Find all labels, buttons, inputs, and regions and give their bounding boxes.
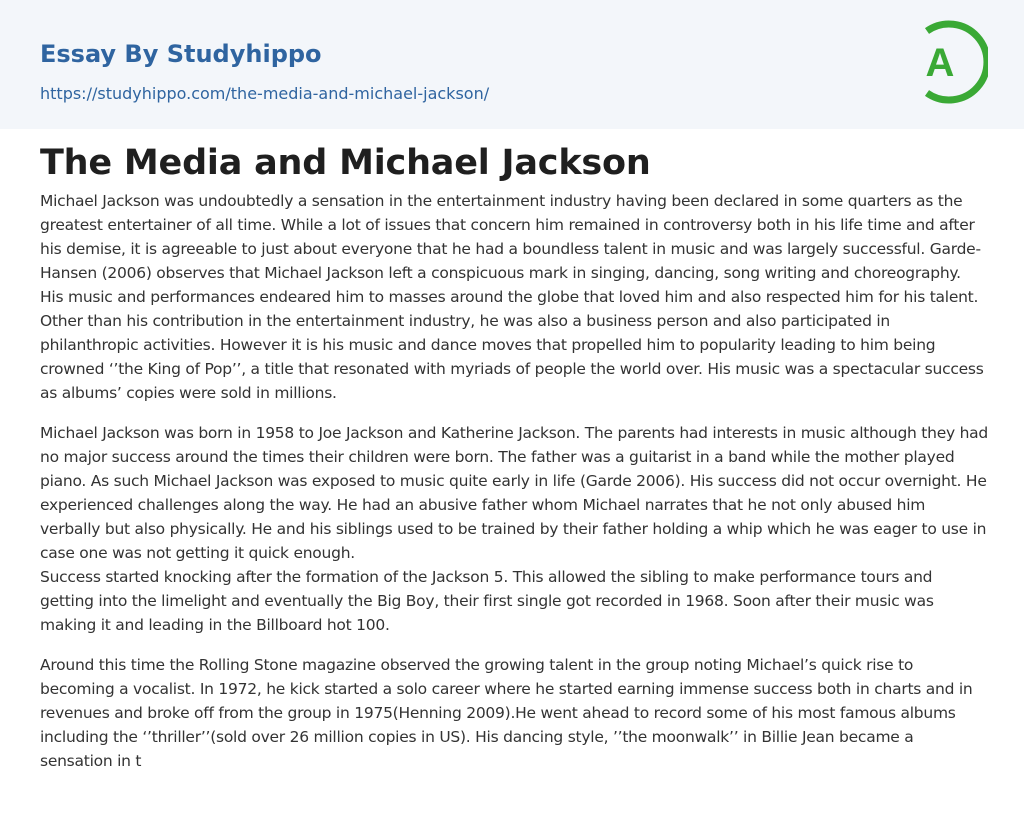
studyhippo-logo-icon[interactable] [908,18,988,106]
essay-title: The Media and Michael Jackson [40,143,651,183]
essay-paragraph-1: Michael Jackson was undoubtedly a sensation in the entertainment industry having been declared in some quarters as the greatest entertainer of all time. While a lot of issues that concern him remained in controversy both in his life time and after his demise, it is agreeable to just about everyone that he had a boundless talent in music and was largely successful. Garde-Hansen (2006) observes that Michael Jackson left a conspicuous mark in singing, dancing, song writing and choreography. His music and performances endeared him to masses around the globe that loved him and also respected him for his talent. Other than his contribution in the entertainment industry, he was also a business person and also participated in philanthropic activities. However it is his music and dance moves that propelled him to popularity leading to him being crowned ‘’the King of Pop’’, a title that resonated with myriads of people the world over. His music was a spectacular success as albums’ copies were sold in millions. [40,192,984,402]
essay-url-link[interactable]: https://studyhippo.com/the-media-and-michael-jackson/ [40,84,490,103]
essay-content [40,143,988,789]
essay-paragraph-4: Around this time the Rolling Stone magazine observed the growing talent in the group noting Michael’s quick rise to becoming a vocalist. In 1972, he kick started a solo career where he started earning immense success both in charts and in revenues and broke off from the group in 1975(Henning 2009).He went ahead to record some of his most famous albums including the ‘’thriller’’(sold over 26 million copies in US). His dancing style, ’’the moonwalk’’ in Billie Jean became a sensation in t [40,656,973,770]
site-header [0,0,1024,129]
essay-paragraph-3: Success started knocking after the formation of the Jackson 5. This allowed the sibling to make performance tours and getting into the limelight and eventually the Big Boy, their first single got recorded in 1968. Soon after their music was making it and leading in the Billboard hot 100. [40,568,934,634]
essay-paragraph-2: Michael Jackson was born in 1958 to Joe Jackson and Katherine Jackson. The parents had interests in music although they had no major success around the times their children were born. The father was a guitarist in a band while the mother played piano. As such Michael Jackson was exposed to music quite early in life (Garde 2006). His success did not occur overnight. He experienced challenges along the way. He had an abusive father whom Michael narrates that he not only abused him verbally but also physically. He and his siblings used to be trained by their father holding a whip which he was eager to use in case one was not getting it quick enough. [40,424,988,562]
brand-title[interactable]: Essay By Studyhippo [40,40,322,68]
logo-letter: A [925,41,955,85]
